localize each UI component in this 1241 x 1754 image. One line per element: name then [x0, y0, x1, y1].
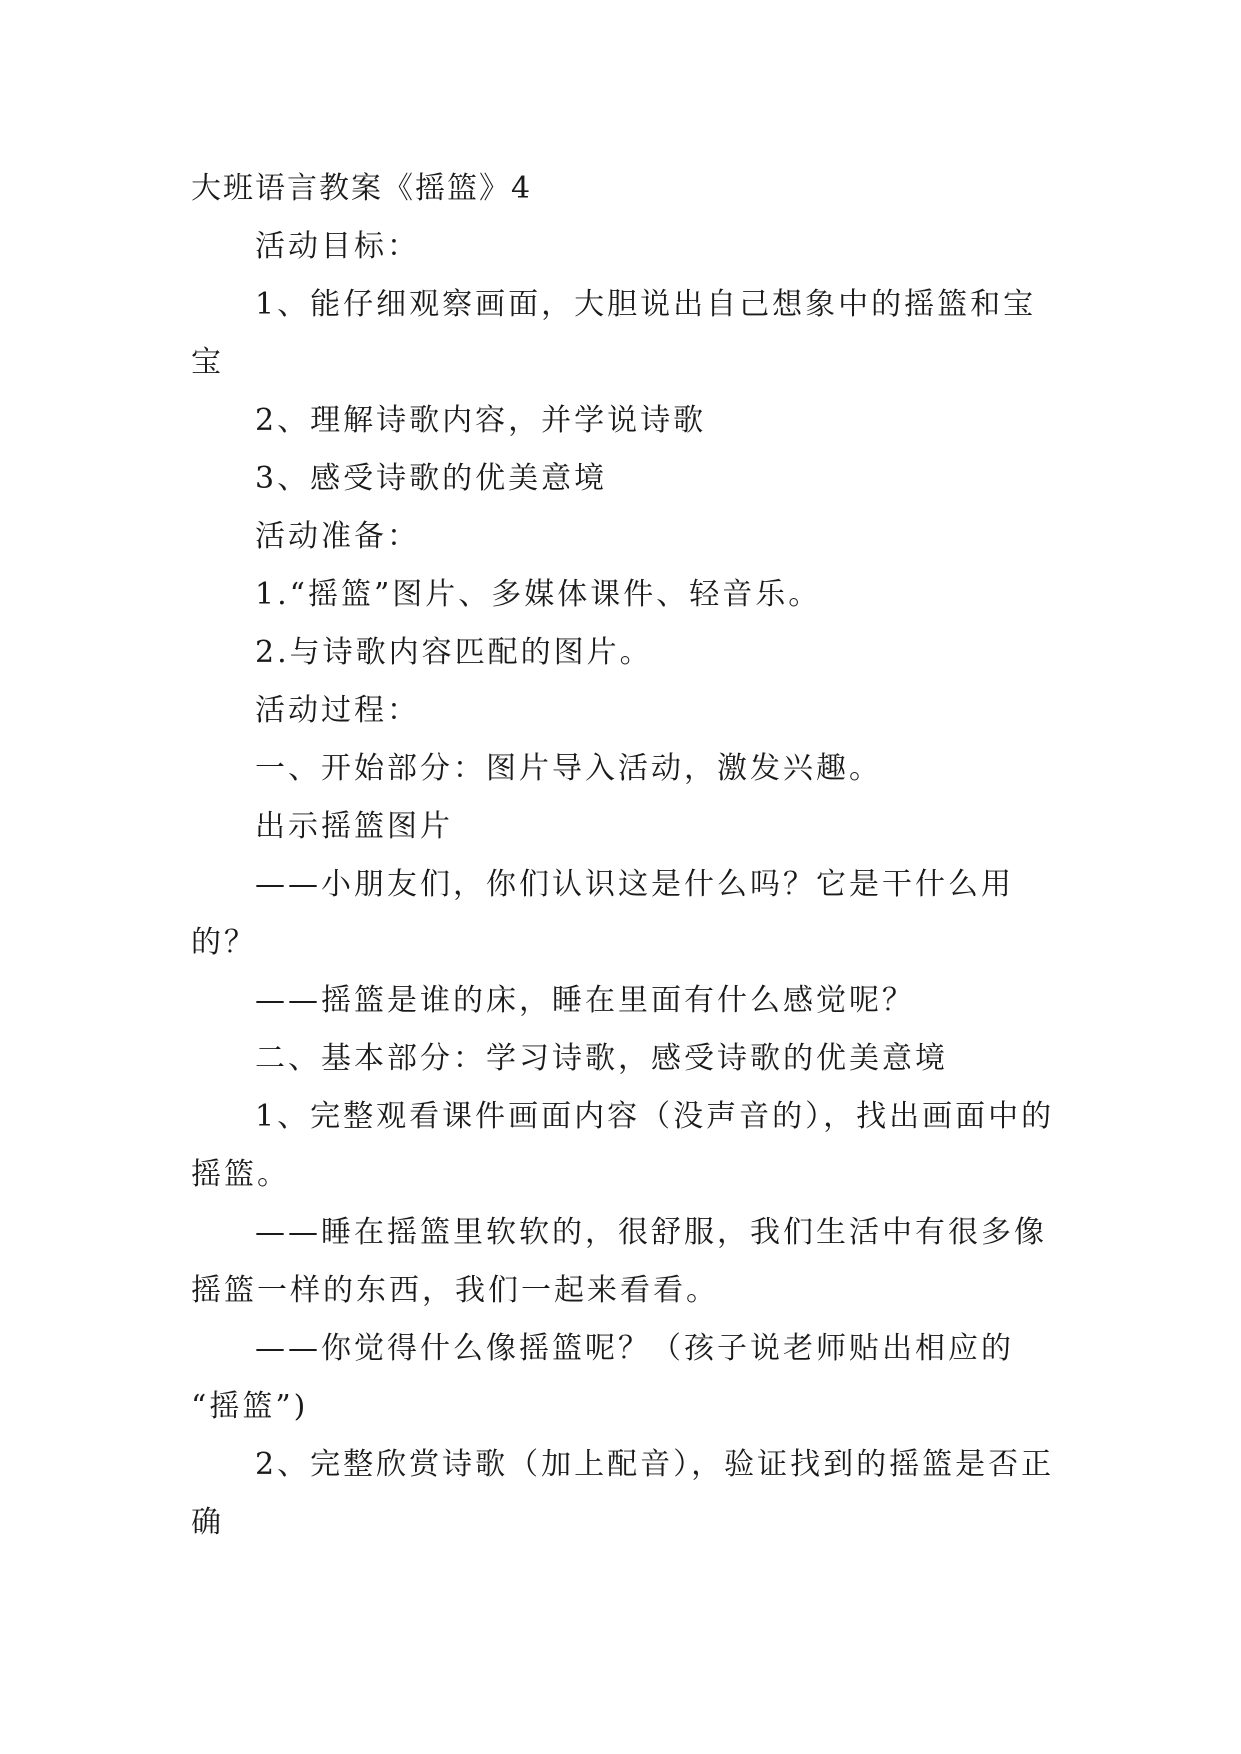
- paragraph-line: 的？: [191, 925, 257, 960]
- paragraph-line: 摇篮。: [191, 1157, 290, 1192]
- paragraph-line: ——你觉得什么像摇篮呢？（孩子说老师贴出相应的: [255, 1331, 1014, 1366]
- paragraph-line: 2、完整欣赏诗歌（加上配音），验证找到的摇篮是否正: [255, 1447, 1055, 1482]
- paragraph-line: 出示摇篮图片: [255, 809, 453, 844]
- paragraph-line: “摇篮”): [191, 1389, 309, 1424]
- paragraph-line: 2.与诗歌内容匹配的图片。: [255, 635, 653, 670]
- paragraph-line: 1.“摇篮”图片、多媒体课件、轻音乐。: [255, 577, 822, 612]
- paragraph-line: 确: [191, 1505, 224, 1540]
- paragraph-line: 一、开始部分：图片导入活动，激发兴趣。: [255, 751, 882, 786]
- paragraph-line: ——小朋友们，你们认识这是什么吗？它是干什么用: [255, 867, 1014, 902]
- paragraph-line: 1、能仔细观察画面，大胆说出自己想象中的摇篮和宝: [255, 287, 1037, 322]
- paragraph-line: 摇篮一样的东西，我们一起来看看。: [191, 1273, 719, 1308]
- paragraph-line: 2、理解诗歌内容，并学说诗歌: [255, 403, 707, 438]
- document-title: 大班语言教案《摇篮》4: [191, 171, 533, 206]
- paragraph-list: [191, 218, 1055, 1552]
- paragraph-line: ——摇篮是谁的床，睡在里面有什么感觉呢？: [255, 983, 915, 1018]
- paragraph-line: 宝: [191, 345, 224, 380]
- paragraph-line: 活动目标：: [255, 229, 420, 264]
- paragraph-line: 活动过程：: [255, 693, 420, 728]
- paragraph-line: 1、完整观看课件画面内容（没声音的），找出画面中的: [255, 1099, 1055, 1134]
- document-body: [191, 160, 1055, 1552]
- paragraph-line: 二、基本部分：学习诗歌，感受诗歌的优美意境: [255, 1041, 948, 1076]
- paragraph-line: ——睡在摇篮里软软的，很舒服，我们生活中有很多像: [255, 1215, 1047, 1250]
- paragraph-line: 3、感受诗歌的优美意境: [255, 461, 608, 496]
- paragraph-line: 活动准备：: [255, 519, 420, 554]
